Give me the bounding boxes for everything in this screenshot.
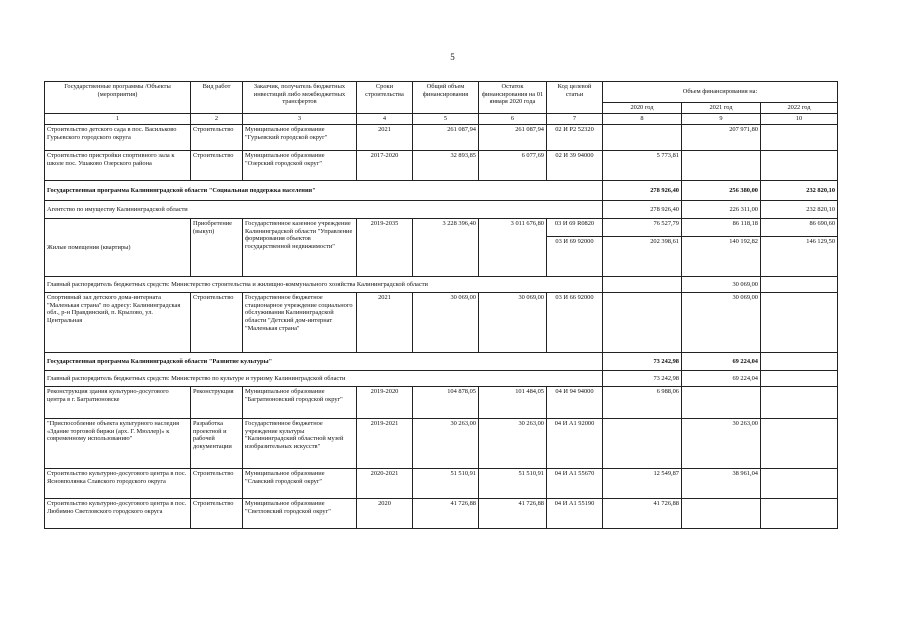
header-program: Государственные программы /Объекты (мероприятия) <box>45 82 191 114</box>
amount-2021: 140 192,82 <box>682 237 761 277</box>
column-number: 10 <box>761 114 838 125</box>
construction-terms: 2021 <box>357 293 413 353</box>
target-code: 03 И 69 92000 <box>547 237 603 277</box>
table-row <box>45 151 838 181</box>
amount-2020: 76 527,79 <box>603 219 682 237</box>
column-number: 9 <box>682 114 761 125</box>
object-name: Спортивный зал детского дома-интерната "Маленькая страна" по адресу: Калининградская обл., р-н Правдинский, п. Крылово, ул. Центральная <box>45 293 191 353</box>
object-name: Строительство пристройки спортивного зала к школе пос. Ушаково Озерского района <box>45 151 191 181</box>
financing-table <box>44 81 838 529</box>
header-2020: 2020 год <box>603 103 682 114</box>
remainder: 51 510,91 <box>479 469 547 499</box>
construction-terms: 2021 <box>357 125 413 151</box>
object-name: "Приспособление объекта культурного наследия «Здание торговой биржи (арх. Г. Мюллер)» к современному использованию" <box>45 419 191 469</box>
amount-2021: 69 224,04 <box>682 371 761 387</box>
header-funding: Объем финансирования на: <box>603 82 838 103</box>
construction-terms: 2019-2035 <box>357 219 413 277</box>
work-type: Строительство <box>191 293 243 353</box>
work-type: Строительство <box>191 499 243 529</box>
amount-2021: 256 380,00 <box>682 181 761 201</box>
construction-terms: 2017-2020 <box>357 151 413 181</box>
amount-2022 <box>761 125 838 151</box>
total-financing: 32 893,85 <box>413 151 479 181</box>
header-2022: 2022 год <box>761 103 838 114</box>
total-financing: 30 263,00 <box>413 419 479 469</box>
remainder: 101 484,05 <box>479 387 547 419</box>
amount-2022 <box>761 499 838 529</box>
table-row <box>45 469 838 499</box>
column-number: 4 <box>357 114 413 125</box>
header-remainder: Остаток финансирования на 01 января 2020 года <box>479 82 547 114</box>
amount-2020 <box>603 277 682 293</box>
amount-2021: 38 961,04 <box>682 469 761 499</box>
amount-2022 <box>761 353 838 371</box>
amount-2021: 207 971,80 <box>682 125 761 151</box>
administrator-name: Главный распорядитель бюджетных средств: Министерство строительства и жилищно-коммунального хозяйства Калининградской области <box>45 277 603 293</box>
remainder: 41 726,88 <box>479 499 547 529</box>
table-row <box>45 419 838 469</box>
target-code: 04 И А1 92000 <box>547 419 603 469</box>
column-numbers-row <box>45 114 838 125</box>
total-financing: 261 087,94 <box>413 125 479 151</box>
amount-2022: 86 690,60 <box>761 219 838 237</box>
table-row <box>45 125 838 151</box>
total-financing: 30 069,00 <box>413 293 479 353</box>
target-code: 04 И А1 55670 <box>547 469 603 499</box>
object-name: Строительство культурно-досугового центра в пос. Ясновполянка Славского городского округа <box>45 469 191 499</box>
header-terms: Сроки строительства <box>357 82 413 114</box>
header-customer: Заказчик, получатель бюджетных инвестиций либо межбюджетных трансфертов <box>243 82 357 114</box>
customer: Муниципальное образование "Светловский городской округ" <box>243 499 357 529</box>
amount-2021: 69 224,04 <box>682 353 761 371</box>
column-number: 2 <box>191 114 243 125</box>
remainder: 30 263,00 <box>479 419 547 469</box>
remainder: 6 077,69 <box>479 151 547 181</box>
amount-2020: 12 549,87 <box>603 469 682 499</box>
amount-2022: 232 820,10 <box>761 181 838 201</box>
work-type: Строительство <box>191 125 243 151</box>
column-number: 7 <box>547 114 603 125</box>
remainder: 3 011 676,80 <box>479 219 547 277</box>
amount-2020: 73 242,98 <box>603 353 682 371</box>
target-code: 03 И 66 92000 <box>547 293 603 353</box>
administrator-name: Главный распорядитель бюджетных средств: Министерство по культуре и туризму Калининградской области <box>45 371 603 387</box>
target-code: 03 И 69 R0820 <box>547 219 603 237</box>
amount-2020: 278 926,40 <box>603 201 682 219</box>
amount-2020: 278 926,40 <box>603 181 682 201</box>
construction-terms: 2020-2021 <box>357 469 413 499</box>
amount-2020: 73 242,98 <box>603 371 682 387</box>
program-name: Государственная программа Калининградской области "Социальная поддержка населения" <box>45 181 603 201</box>
amount-2022 <box>761 293 838 353</box>
column-number: 6 <box>479 114 547 125</box>
amount-2020 <box>603 293 682 353</box>
program-name: Государственная программа Калининградской области "Развитие культуры" <box>45 353 603 371</box>
amount-2021: 86 118,18 <box>682 219 761 237</box>
target-code: 02 И Р2 52320 <box>547 125 603 151</box>
program-row <box>45 353 838 371</box>
remainder: 30 069,00 <box>479 293 547 353</box>
table-row <box>45 499 838 529</box>
work-type: Строительство <box>191 151 243 181</box>
header-work-type: Вид работ <box>191 82 243 114</box>
amount-2020 <box>603 125 682 151</box>
total-financing: 104 878,05 <box>413 387 479 419</box>
header-code: Код целевой статьи <box>547 82 603 114</box>
column-number: 3 <box>243 114 357 125</box>
administrator-row <box>45 371 838 387</box>
object-name: Жилые помещения (квартиры) <box>45 219 191 277</box>
construction-terms: 2019-2021 <box>357 419 413 469</box>
amount-2020: 6 988,06 <box>603 387 682 419</box>
customer: Муниципальное образование "Озерский городской округ" <box>243 151 357 181</box>
total-financing: 51 510,91 <box>413 469 479 499</box>
amount-2021: 226 311,00 <box>682 201 761 219</box>
amount-2022 <box>761 419 838 469</box>
object-name: Реконструкция здания культурно-досугового центра в г. Багратионовске <box>45 387 191 419</box>
amount-2021: 30 069,00 <box>682 293 761 353</box>
header-row <box>45 82 838 103</box>
administrator-name: Агентство по имуществу Калининградской области <box>45 201 603 219</box>
customer: Государственное казенное учреждение Калининградской области "Управление формирования объектов государственной недвижимости" <box>243 219 357 277</box>
amount-2022 <box>761 469 838 499</box>
target-code: 04 И 94 94000 <box>547 387 603 419</box>
amount-2022: 146 129,50 <box>761 237 838 277</box>
amount-2022 <box>761 277 838 293</box>
table-row <box>45 387 838 419</box>
construction-terms: 2019-2020 <box>357 387 413 419</box>
work-type: Разработка проектной и рабочей документации <box>191 419 243 469</box>
administrator-row <box>45 277 838 293</box>
amount-2022: 232 820,10 <box>761 201 838 219</box>
amount-2022 <box>761 387 838 419</box>
construction-terms: 2020 <box>357 499 413 529</box>
page-number: 5 <box>450 52 455 62</box>
amount-2020: 202 398,61 <box>603 237 682 277</box>
work-type: Приобретение (выкуп) <box>191 219 243 277</box>
amount-2021 <box>682 499 761 529</box>
amount-2021: 30 069,00 <box>682 277 761 293</box>
work-type: Строительство <box>191 469 243 499</box>
table-row <box>45 219 838 237</box>
target-code: 02 И 39 94000 <box>547 151 603 181</box>
amount-2022 <box>761 151 838 181</box>
amount-2022 <box>761 371 838 387</box>
customer: Муниципальное образование "Гурьевский городской округ" <box>243 125 357 151</box>
total-financing: 41 726,88 <box>413 499 479 529</box>
customer: Государственное бюджетное учреждение культуры "Калининградский областной музей изобразительных искусств" <box>243 419 357 469</box>
administrator-row <box>45 201 838 219</box>
object-name: Строительство культурно-досугового центра в пос. Любимно Светловского городского округа <box>45 499 191 529</box>
remainder: 261 087,94 <box>479 125 547 151</box>
amount-2020 <box>603 419 682 469</box>
customer: Государственное бюджетное стационарное учреждение социального обслуживания Калининградской области "Детский дом-интернат "Маленькая страна" <box>243 293 357 353</box>
target-code: 04 И А1 55190 <box>547 499 603 529</box>
program-row <box>45 181 838 201</box>
work-type: Реконструкция <box>191 387 243 419</box>
object-name: Строительство детского сада в пос. Васильково Гурьевского городского округа <box>45 125 191 151</box>
amount-2020: 5 773,81 <box>603 151 682 181</box>
amount-2021: 30 263,00 <box>682 419 761 469</box>
column-number: 5 <box>413 114 479 125</box>
customer: Муниципальное образование "Багратионовский городской округ" <box>243 387 357 419</box>
amount-2021 <box>682 387 761 419</box>
total-financing: 3 228 396,40 <box>413 219 479 277</box>
header-2021: 2021 год <box>682 103 761 114</box>
column-number: 1 <box>45 114 191 125</box>
customer: Муниципальное образование "Славский городской округ" <box>243 469 357 499</box>
table-row <box>45 293 838 353</box>
amount-2021 <box>682 151 761 181</box>
amount-2020: 41 726,88 <box>603 499 682 529</box>
column-number: 8 <box>603 114 682 125</box>
header-total: Общий объем финансирования <box>413 82 479 114</box>
